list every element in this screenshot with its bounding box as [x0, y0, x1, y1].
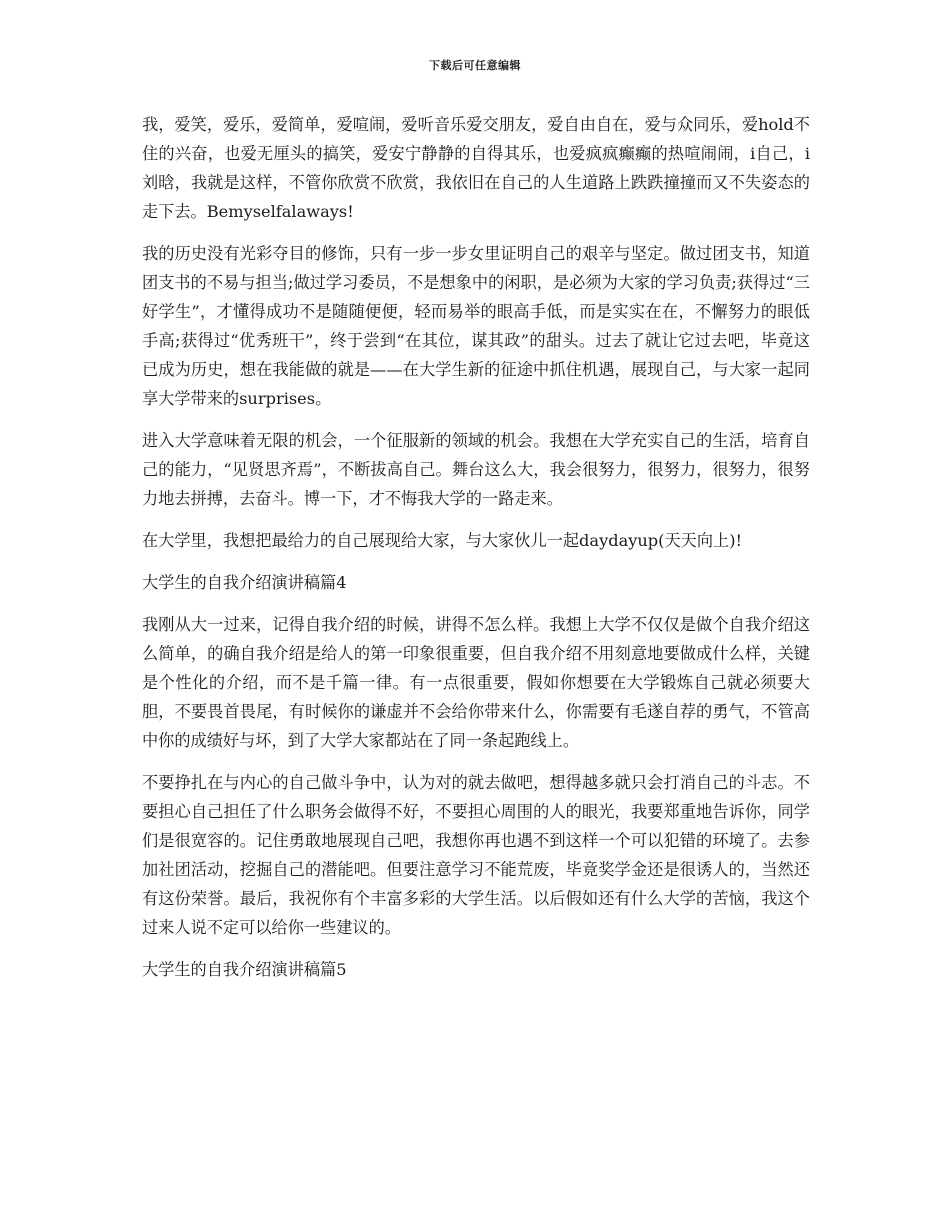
- document-body: [142, 110, 810, 997]
- page-header: 下载后可任意编辑: [429, 59, 521, 72]
- paragraph-freshman-advice: 我刚从大一过来，记得自我介绍的时候，讲得不怎么样。我想上大学不仅仅是做个自我介绍这么简单，的确自我介绍是给人的第一印象很重要，但自我介绍不用刻意地要做成什么样，关键是个性化的介绍，而不是千篇一律。有一点很重要，假如你想要在大学锻炼自己就必须要大胆，不要畏首畏尾，有时候你的谦虚并不会给你带来什么，你需要有毛遂自荐的勇气，不管高中你的成绩好与坏，到了大学大家都站在了同一条起跑线上。: [142, 615, 810, 750]
- paragraph-history: 我的历史没有光彩夺目的修饰，只有一步一步女里证明自己的艰辛与坚定。做过团支书，知道团支书的不易与担当;做过学习委员，不是想象中的闲职，是必须为大家的学习负责;获得过“三好学生”，才懂得成功不是随随便便，轻而易举的眼高手低，而是实实在在，不懈努力的眼低手高;获得过“优秀班干”，终于尝到“在其位，谋其政”的甜头。过去了就让它过去吧，毕竟这已成为历史，想在我能做的就是——在大学生新的征途中抓住机遇，展现自己，与大家一起同享大学带来的surprises。: [142, 244, 810, 408]
- paragraph-encouragement: 不要挣扎在与内心的自己做斗争中，认为对的就去做吧，想得越多就只会打消自己的斗志。不要担心自己担任了什么职务会做得不好，不要担心周围的人的眼光，我要郑重地告诉你，同学们是很宽容的。记住勇敢地展现自己吧，我想你再也遇不到这样一个可以犯错的环境了。去参加社团活动，挖掘自己的潜能吧。但要注意学习不能荒废，毕竟奖学金还是很诱人的，当然还有这份荣誉。最后，我祝你有个丰富多彩的大学生活。以后假如还有什么大学的苦恼，我这个过来人说不定可以给你一些建议的。: [142, 773, 810, 937]
- section-heading-5: 大学生的自我介绍演讲稿篇5: [142, 960, 347, 979]
- paragraph-daydayup: 在大学里，我想把最给力的自己展现给大家，与大家伙儿一起daydayup(天天向上)!: [142, 531, 743, 550]
- paragraph-university-opportunity: 进入大学意味着无限的机会，一个征服新的领域的机会。我想在大学充实自己的生活，培育自己的能力，“见贤思齐焉”，不断拔高自己。舞台这么大，我会很努力，很努力，很努力，很努力地去拼搏，去奋斗。博一下，才不悔我大学的一路走来。: [142, 431, 810, 508]
- paragraph-intro: 我，爱笑，爱乐，爱简单，爱喧闹，爱听音乐爱交朋友，爱自由自在，爱与众同乐，爱hold不住的兴奋，也爱无厘头的搞笑，爱安宁静静的自得其乐，也爱疯疯癫癫的热喧闹闹，i自己，i刘晗，我就是这样，不管你欣赏不欣赏，我依旧在自己的人生道路上跌跌撞撞而又不失姿态的走下去。Bemyselfalaways!: [142, 115, 810, 221]
- section-heading-4: 大学生的自我介绍演讲稿篇4: [142, 573, 347, 592]
